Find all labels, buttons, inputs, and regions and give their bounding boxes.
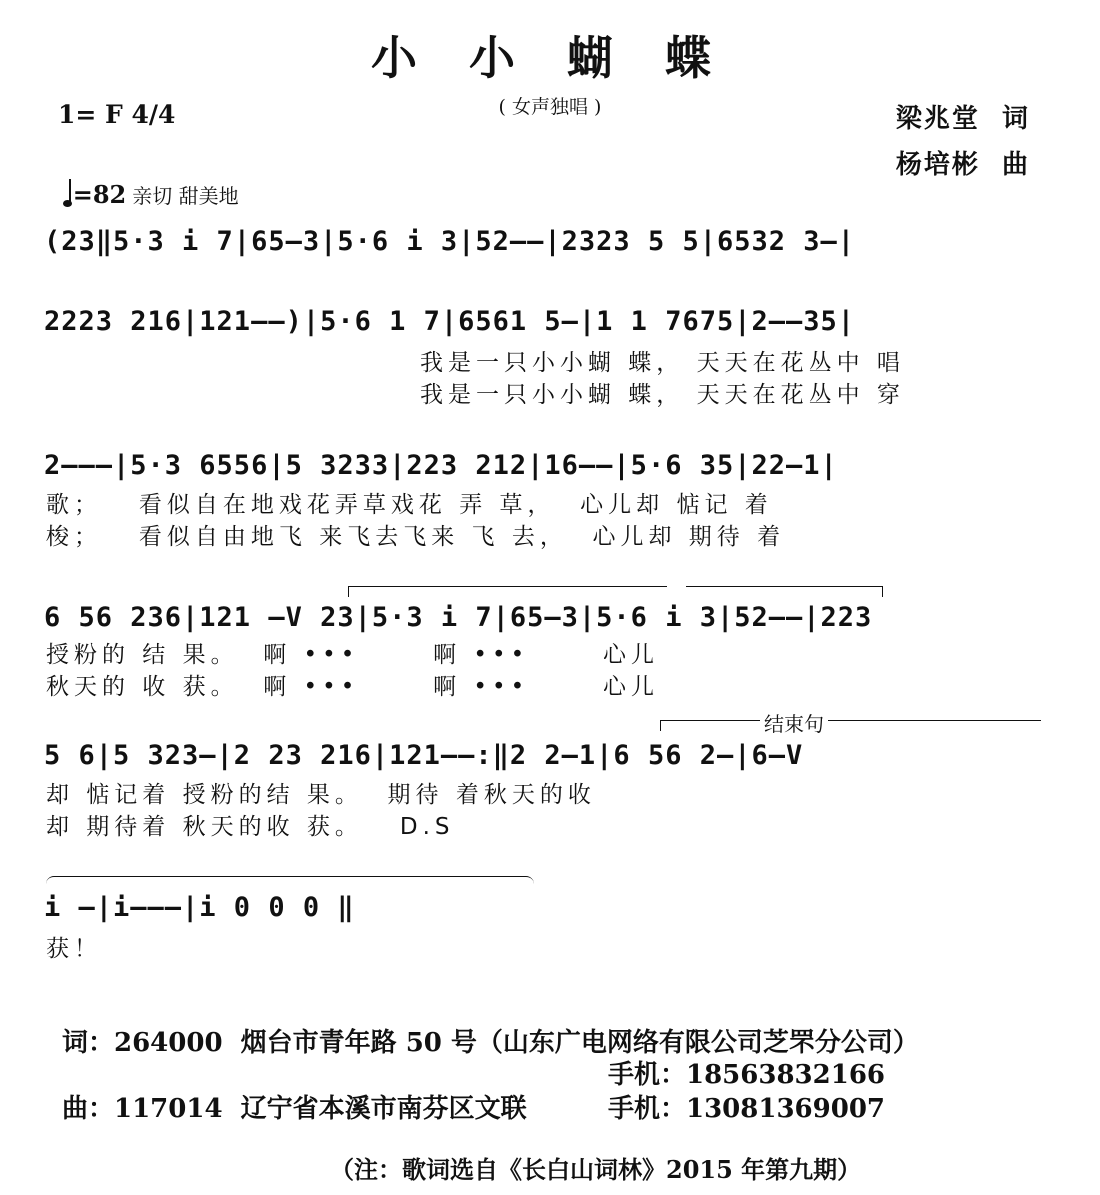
lyricist-credit: 梁兆堂 词	[895, 104, 1030, 134]
lyrics-line-3-verse-2: 梭； 看似自由地飞 来飞去飞来 飞 去， 心儿却 期待 着	[46, 524, 786, 550]
key-signature: 1= F 4/4	[58, 100, 176, 129]
score-line-4: 6 56 236|121 —V 23|5·3 i 7|65—3|5·6 i 3|52——|223	[44, 602, 873, 633]
lyricist-phone: 手机：18563832166	[608, 1060, 885, 1090]
score-line-5: 5 6|5 323—|2 23 216|121——:‖2 2—1|6 56 2—|6—V	[44, 740, 804, 771]
lyricist-contact: 词：264000 烟台市青年路 50 号（山东广电网络有限公司芝罘分公司）	[62, 1028, 919, 1058]
lyrics-line-4-verse-2: 秋天的 收 获。 啊 ••• 啊 ••• 心儿	[46, 674, 659, 700]
ending-bracket	[660, 720, 1041, 731]
repeat-bracket	[686, 586, 883, 597]
lyrics-line-4-verse-1: 授粉的 结 果。 啊 ••• 啊 ••• 心儿	[46, 642, 659, 668]
lyrics-line-2-verse-2: 我是一只小小蝴 蝶， 天天在花丛中 穿	[420, 382, 905, 408]
page-title: 小 小 蝴 蝶	[370, 31, 730, 85]
lyrics-line-3-verse-1: 歌； 看似自在地戏花弄草戏花 弄 草， 心儿却 惦记 着	[46, 492, 773, 518]
composer-credit: 杨培彬 曲	[895, 150, 1030, 180]
lyrics-line-6-verse-1: 获！	[46, 936, 102, 962]
tempo-description: 亲切 甜美地	[132, 184, 239, 208]
composer-phone: 手机：13081369007	[608, 1094, 885, 1124]
score-line-2: 2223 216|121——)|5·6 1 7|6561 5—|1 1 7675|2——35|	[44, 306, 856, 337]
tempo-marking	[46, 150, 239, 209]
lyrics-line-5-verse-2: 却 期待着 秋天的收 获。 D.S	[46, 814, 455, 840]
composer-contact: 曲：117014 辽宁省本溪市南芬区文联	[62, 1094, 527, 1124]
segno-repeat-bracket	[348, 586, 667, 597]
lyrics-line-5-verse-1: 却 惦记着 授粉的结 果。 期待 着秋天的收	[46, 782, 596, 808]
performance-note: ( 女声独唱 )	[498, 96, 602, 118]
ending-label: 结束句	[760, 708, 828, 737]
lyrics-line-2-verse-1: 我是一只小小蝴 蝶， 天天在花丛中 唱	[420, 350, 905, 376]
quarter-note-icon	[63, 179, 73, 209]
score-line-1: (23‖5·3 i 7|65—3|5·6 i 3|52——|2323 5 5|6532 3—|	[44, 226, 856, 257]
tie-arc	[46, 876, 534, 887]
source-note: （注：歌词选自《长白山词林》2015 年第九期）	[330, 1155, 862, 1184]
score-line-3: 2———|5·3 6556|5 3233|223 212|16——|5·6 35|22—1|	[44, 450, 838, 481]
tempo-value: =82	[72, 180, 127, 209]
score-line-6: i —|i———|i 0 0 0 ‖	[44, 892, 355, 923]
